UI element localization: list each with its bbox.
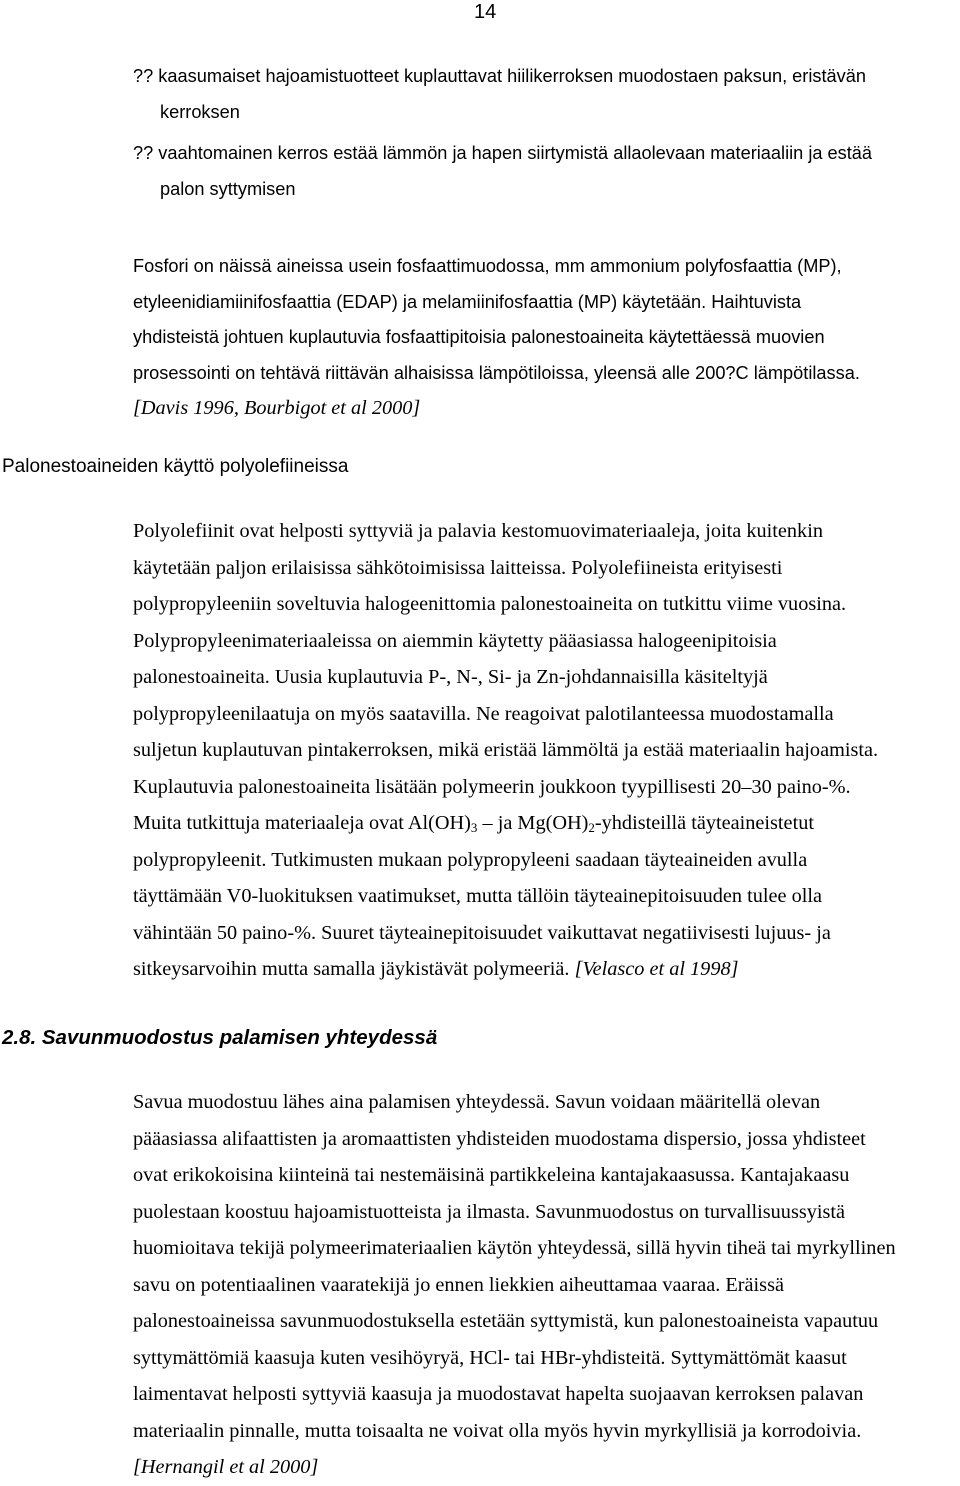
citation: [Davis 1996, Bourbigot et al 2000] bbox=[133, 397, 421, 419]
text-run: – ja Mg(OH) bbox=[477, 812, 589, 834]
paragraph-line: ovat erikokoisina kiinteinä tai nestemäisinä partikkeleina kantajakaasussa. Kantajakaasu bbox=[133, 1164, 850, 1186]
paragraph-line: täyttämään V0-luokituksen vaatimukset, mutta tällöin täyteainepitoisuuden tulee olla bbox=[133, 885, 823, 907]
paragraph-line: palonestoaineita. Uusia kuplautuvia P-, N-, Si- ja Zn-johdannaisilla käsiteltyjä bbox=[133, 666, 768, 688]
citation: [Hernangil et al 2000] bbox=[133, 1456, 319, 1478]
paragraph-line: laimentavat helposti syttyviä kaasuja ja muodostavat hapelta suojaavan kerroksen palavan bbox=[133, 1383, 864, 1405]
paragraph-line: polypropyleenit. Tutkimusten mukaan polypropyleeni saadaan täyteaineiden avulla bbox=[133, 848, 808, 871]
bullet-text: kerroksen bbox=[160, 102, 240, 122]
bullet-text: kaasumaiset hajoamistuotteet kuplauttavat hiilikerroksen muodostaen paksun, eristävän bbox=[158, 66, 866, 86]
paragraph-line: käytetään paljon erilaisissa sähkötoimisissa laitteissa. Polyolefiineista erityisesti bbox=[133, 556, 783, 579]
paragraph-line: prosessointi on tehtävä riittävän alhaisissa lämpötiloissa, yleensä alle 200?C lämpötilassa. bbox=[133, 362, 860, 383]
bullet-item bbox=[133, 58, 955, 130]
subscript: 2 bbox=[588, 820, 595, 835]
paragraph-line: pääasiassa alifaattisten ja aromaattisten yhdisteiden muodostama dispersio, jossa yhdisteet bbox=[133, 1127, 866, 1150]
paragraph-line: huomioitava tekijä polymeerimateriaalien käytön yhteydessä, sillä hyvin tiheä tai myrkyllinen bbox=[133, 1237, 896, 1259]
citation: [Velasco et al 1998] bbox=[574, 958, 739, 980]
paragraph-polyolefiini bbox=[133, 513, 959, 988]
bullet-item bbox=[133, 135, 955, 207]
bullet-text: palon syttymisen bbox=[160, 179, 296, 199]
paragraph-line: vähintään 50 paino-%. Suuret täyteainepitoisuudet vaikuttavat negatiivisesti lujuus- ja bbox=[133, 921, 831, 944]
bullet-marker: ?? bbox=[133, 143, 154, 163]
paragraph-line: etyleenidiamiinifosfaattia (EDAP) ja melamiinifosfaattia (MP) käytetään. Haihtuvista bbox=[133, 291, 802, 312]
text-run: sitkeysarvoihin mutta samalla jäykistävät polymeeriä. bbox=[133, 958, 570, 980]
paragraph-fosfori bbox=[133, 249, 959, 427]
paragraph-line: syttymättömiä kaasuja kuten vesihöyryä, HCl- tai HBr-yhdisteitä. Syttymättömät kaasut bbox=[133, 1346, 847, 1369]
paragraph-line: Polyolefiinit ovat helposti syttyviä ja palavia kestomuovimateriaaleja, joita kuitenkin bbox=[133, 520, 823, 542]
section-heading: 2.8. Savunmuodostus palamisen yhteydessä bbox=[2, 1026, 438, 1049]
paragraph-line: suljetun kuplautuvan pintakerroksen, mikä eristää lämmöltä ja estää materiaalin hajoamista. bbox=[133, 739, 879, 761]
paragraph-line bbox=[133, 805, 959, 842]
bullet-text: vaahtomainen kerros estää lämmön ja hapen siirtymistä allaolevaan materiaaliin ja estää bbox=[158, 143, 873, 163]
paragraph-line: savu on potentiaalinen vaaratekijä jo ennen liekkien aiheuttamaa vaaraa. Eräissä bbox=[133, 1273, 784, 1296]
paragraph-line: materiaalin pinnalle, mutta toisaalta ne voivat olla myös hyvin myrkyllisiä ja korrodoivia. bbox=[133, 1419, 862, 1442]
paragraph-line: polypropyleenilaatuja on myös saatavilla. Ne reagoivat palotilanteessa muodostamalla bbox=[133, 702, 834, 725]
paragraph-line: Fosfori on näissä aineissa usein fosfaattimuodossa, mm ammonium polyfosfaattia (MP), bbox=[133, 256, 842, 276]
paragraph-line: Polypropyleenimateriaaleissa on aiemmin käytetty pääasiassa halogeenipitoisia bbox=[133, 629, 777, 652]
text-run: -yhdisteillä täyteaineistetut bbox=[594, 812, 814, 834]
paragraph-line: puolestaan koostuu hajoamistuotteista ja ilmasta. Savunmuodostus on turvallisuussyistä bbox=[133, 1200, 846, 1223]
paragraph-savu bbox=[133, 1084, 959, 1486]
paragraph-line bbox=[133, 951, 959, 988]
subheading: Palonestoaineiden käyttö polyolefiineissa bbox=[2, 456, 349, 477]
paragraph-line: Savua muodostuu lähes aina palamisen yhteydessä. Savun voidaan määritellä olevan bbox=[133, 1091, 821, 1113]
paragraph-line: palonestoaineissa savunmuodostuksella estetään syttymistä, kun palonestoaineista vapautuu bbox=[133, 1310, 879, 1332]
paragraph-line: Kuplautuvia palonestoaineita lisätään polymeerin joukkoon tyypillisesti 20–30 paino-%. bbox=[133, 775, 851, 798]
page-number: 14 bbox=[474, 1, 497, 23]
subscript: 3 bbox=[470, 820, 478, 835]
text-run: Muita tutkittuja materiaaleja ovat Al(OH) bbox=[133, 812, 471, 834]
paragraph-line: yhdisteistä johtuen kuplautuvia fosfaattipitoisia palonestoaineita käytettäessä muovien bbox=[133, 327, 825, 347]
bullet-marker: ?? bbox=[133, 66, 154, 86]
paragraph-line: polypropyleeniin soveltuvia halogeenittomia palonestoaineita on tutkittu viime vuosina. bbox=[133, 593, 847, 615]
